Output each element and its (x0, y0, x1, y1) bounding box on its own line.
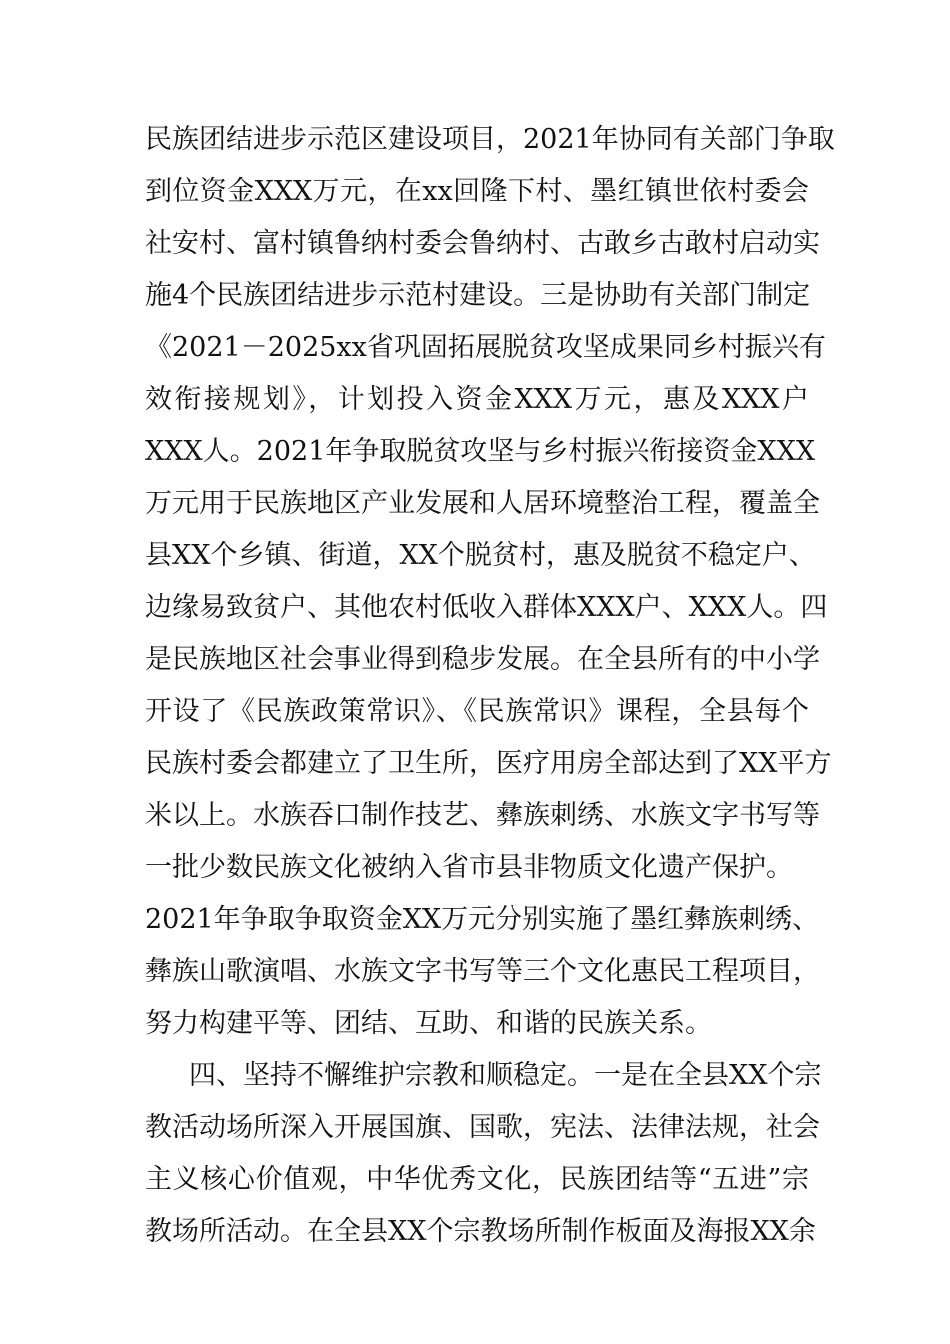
text-line-10: 边缘易致贫户、其他农村低收入群体XXX户、XXX人。四 (145, 592, 828, 623)
text-line-2: 到位资金XXX万元，在xx回隆下村、墨红镇世依村委会 (145, 176, 809, 207)
text-line-6: 效衔接规划》，计划投入资金XXX万元，惠及XXX户 (145, 384, 809, 415)
text-line-9: 县XX个乡镇、街道，XX个脱贫村，惠及脱贫不稳定户、 (145, 540, 816, 571)
text-line-18: 努力构建平等、团结、互助、和谐的民族关系。 (145, 1008, 712, 1039)
text-line-4: 施4个民族团结进步示范村建设。三是协助有关部门制定 (145, 280, 811, 311)
document-body (145, 124, 835, 1270)
text-line-13: 民族村委会都建立了卫生所，医疗用房全部达到了XX平方 (145, 748, 832, 779)
text-line-7: XXX人。2021年争取脱贫攻坚与乡村振兴衔接资金XXX (145, 436, 816, 467)
text-line-22: 教场所活动。在全县XX个宗教场所制作板面及海报XX余 (145, 1216, 816, 1247)
text-line-11: 是民族地区社会事业得到稳步发展。在全县所有的中小学 (145, 644, 820, 675)
text-line-21: 主义核心价值观，中华优秀文化，民族团结等“五进”宗 (145, 1164, 809, 1195)
text-line-1: 民族团结进步示范区建设项目，2021年协同有关部门争取 (145, 124, 835, 155)
text-line-5: 《2021－2025xx省巩固拓展脱贫攻坚成果同乡村振兴有 (145, 332, 826, 363)
text-line-15: 一批少数民族文化被纳入省市县非物质文化遗产保护。 (145, 852, 793, 883)
text-line-17: 彝族山歌演唱、水族文字书写等三个文化惠民工程项目， (145, 956, 820, 987)
text-line-16: 2021年争取争取资金XX万元分别实施了墨红彝族刺绣、 (145, 904, 820, 935)
text-line-12: 开设了《民族政策常识》、《民族常识》课程，全县每个 (145, 696, 809, 727)
text-line-20: 教活动场所深入开展国旗、国歌，宪法、法律法规，社会 (145, 1112, 820, 1143)
text-line-8: 万元用于民族地区产业发展和人居环境整治工程，覆盖全 (145, 488, 820, 519)
text-line-19: 四、坚持不懈维护宗教和顺稳定。一是在全县XX个宗 (189, 1060, 822, 1091)
text-line-3: 社安村、富村镇鲁纳村委会鲁纳村、古敢乡古敢村启动实 (145, 228, 820, 259)
text-line-14: 米以上。水族吞口制作技艺、彝族刺绣、水族文字书写等 (145, 800, 820, 831)
